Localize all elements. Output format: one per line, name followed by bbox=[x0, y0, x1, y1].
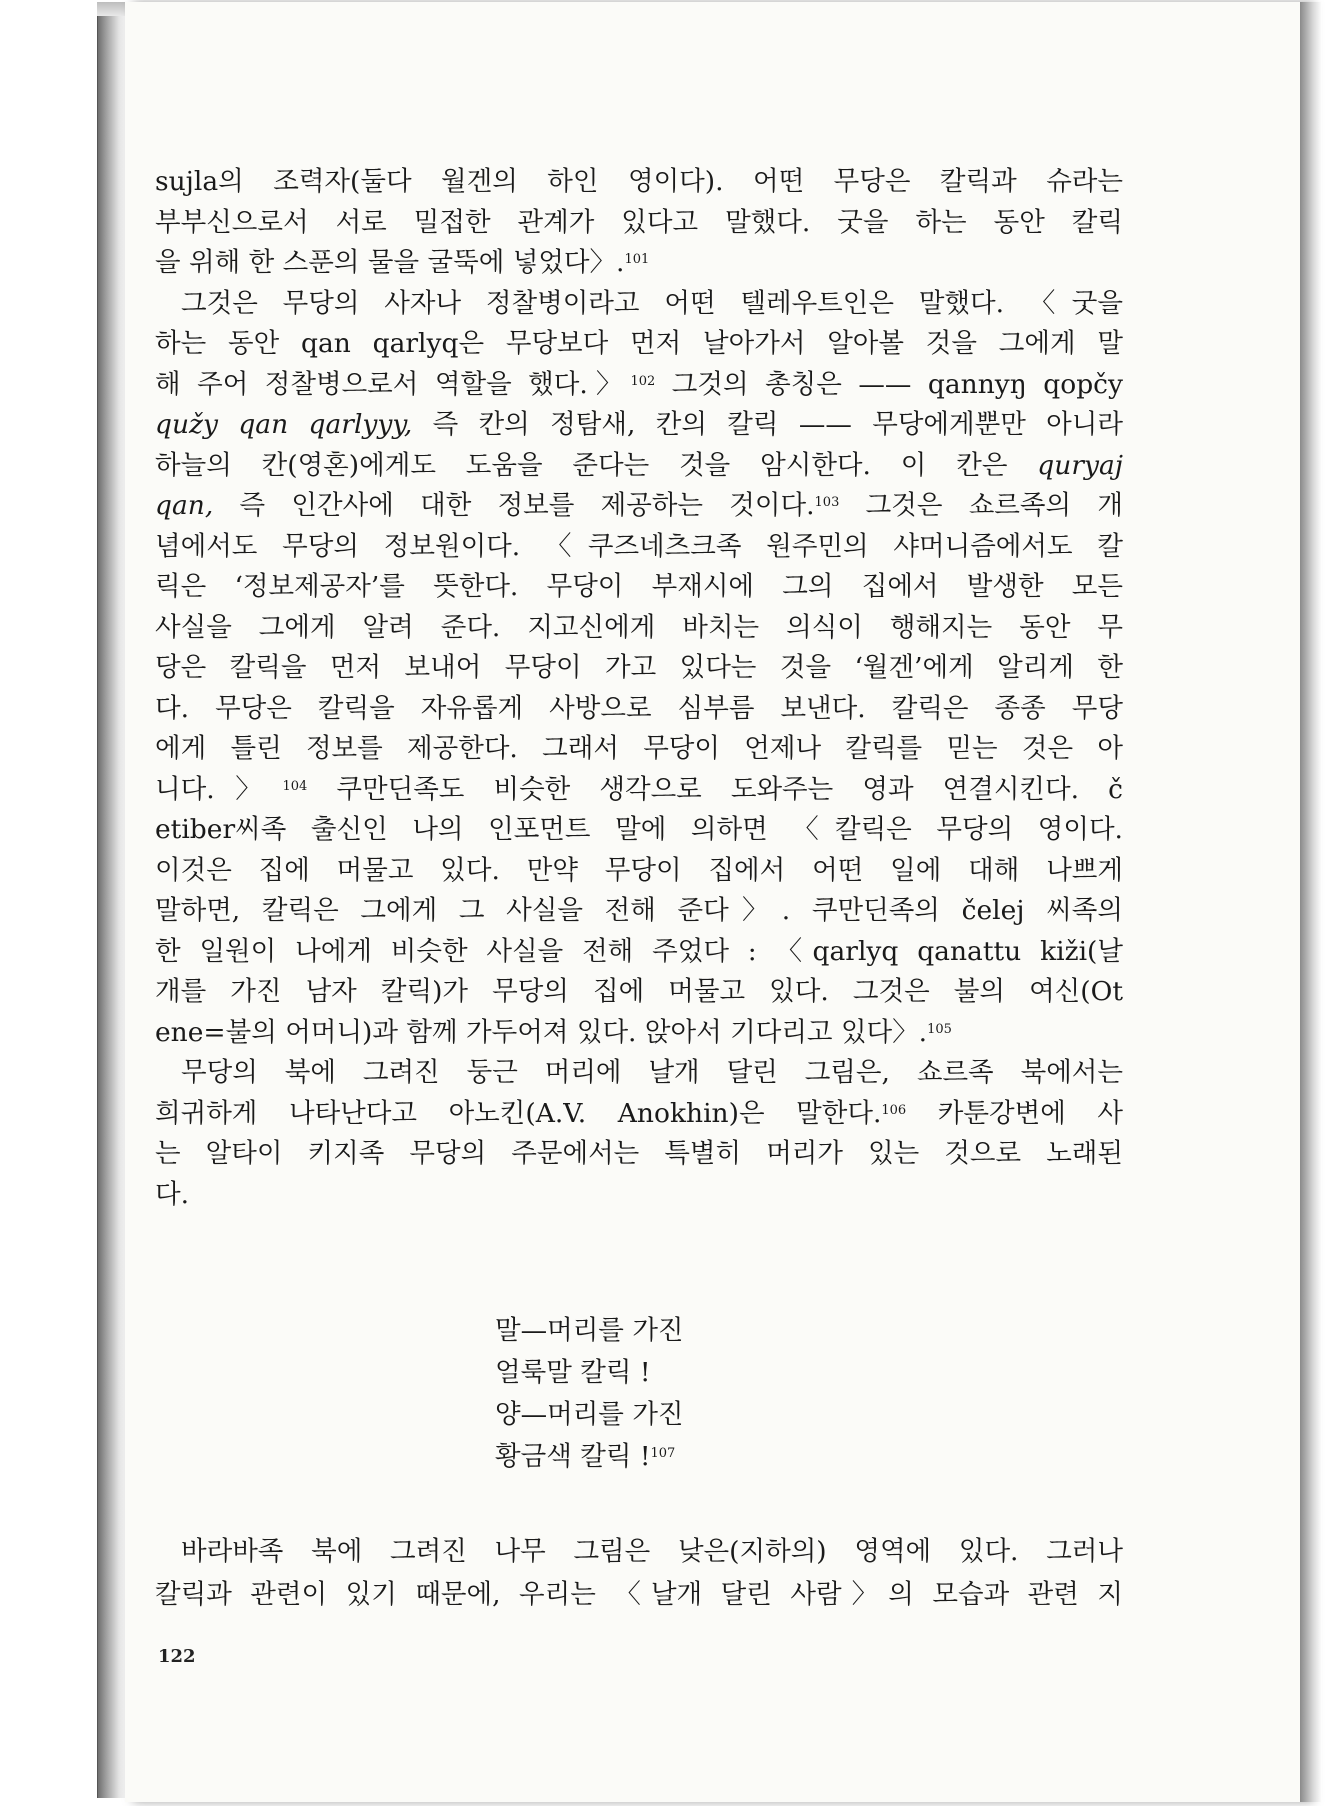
text-span: 쿠만딘족도 비슷한 생각으로 도와주는 영과 연결시킨다. č bbox=[336, 773, 1123, 805]
text-span: 을 위해 한 스푼의 물을 굴뚝에 넣었다〉. bbox=[155, 247, 625, 278]
poem-line: 얼룩말 칼릭 ! bbox=[495, 1357, 651, 1388]
text-line bbox=[155, 1094, 1123, 1135]
paragraph-3 bbox=[155, 1053, 1123, 1215]
footnote-ref: 103 bbox=[814, 495, 840, 510]
paragraph-4 bbox=[155, 1530, 1123, 1616]
footnote-ref: 107 bbox=[650, 1446, 676, 1461]
text-span: 해 주어 정찰병으로서 역할을 했다.〉 bbox=[155, 368, 631, 400]
text-line: 한 일원이 나에게 비슷한 사실을 전해 주었다 : 〈qarlyq qanattu kiži(날 bbox=[155, 935, 1123, 967]
body-text bbox=[155, 162, 1123, 1215]
text-line: 칼릭과 관련이 있기 때문에, 우리는 〈날개 달린 사람〉의 모습과 관련 지 bbox=[155, 1579, 1123, 1610]
text-line: sujla의 조력자(둘다 월겐의 하인 영이다). 어떤 무당은 칼릭과 슈라는 bbox=[155, 166, 1123, 197]
italic-term: qan, bbox=[155, 490, 214, 521]
text-line: 다. 무당은 칼릭을 자유롭게 사방으로 심부름 보낸다. 칼릭은 종종 무당 bbox=[155, 692, 1123, 724]
text-span: 즉 칸의 정탐새, 칸의 칼릭 —— 무당에게뿐만 아니라 bbox=[432, 409, 1123, 440]
text-line: 이것은 집에 머물고 있다. 만약 무당이 집에서 어떤 일에 대해 나쁘게 bbox=[155, 854, 1123, 886]
text-line: 말하면, 칼릭은 그에게 그 사실을 전해 준다〉. 쿠만딘족의 čelej 씨족의 bbox=[155, 895, 1123, 926]
text-line bbox=[155, 770, 1123, 811]
text-line bbox=[155, 405, 1123, 446]
footnote-ref: 101 bbox=[624, 252, 650, 267]
book-edge-top bbox=[97, 2, 127, 16]
text-line: 사실을 그에게 알려 준다. 지고신에게 바치는 의식이 행해지는 동안 무 bbox=[155, 611, 1123, 643]
text-line bbox=[155, 486, 1123, 527]
text-span: 희귀하게 나타난다고 아노킨(A.V. Anokhin)은 말한다. bbox=[155, 1097, 882, 1129]
paragraph-1 bbox=[155, 162, 1123, 284]
text-line bbox=[155, 1013, 1123, 1054]
italic-term: quryaj bbox=[1037, 449, 1123, 481]
text-line: 그것은 무당의 사자나 정찰병이라고 어떤 텔레우트인은 말했다. 〈굿을 bbox=[181, 287, 1123, 319]
page-number: 122 bbox=[158, 1646, 196, 1667]
text-line: 무당의 북에 그려진 둥근 머리에 날개 달린 그림은, 쇼르족 북에서는 bbox=[181, 1057, 1123, 1088]
footnote-ref: 104 bbox=[282, 778, 308, 794]
text-line: 당은 칼릭을 먼저 보내어 무당이 가고 있다는 것을 ‘월겐’에게 알리게 한 bbox=[155, 652, 1123, 683]
text-line bbox=[155, 243, 1123, 284]
text-span: 니다.〉 bbox=[155, 773, 283, 805]
text-line: 념에서도 무당의 정보원이다. 〈쿠즈네츠크족 원주민의 샤머니즘에서도 칼 bbox=[155, 530, 1123, 562]
text-line: 릭은 ‘정보제공자’를 뜻한다. 무당이 부재시에 그의 집에서 발생한 모든 bbox=[155, 571, 1123, 602]
text-line: 다. bbox=[155, 1178, 190, 1210]
text-span: 황금색 칼릭 ! bbox=[495, 1441, 651, 1472]
book-spine-edge bbox=[97, 8, 126, 1798]
paragraph-2 bbox=[155, 284, 1123, 1054]
poem-line: 말—머리를 가진 bbox=[495, 1315, 684, 1346]
footnote-ref: 102 bbox=[630, 373, 656, 389]
text-span: 그것은 쇼르족의 개 bbox=[865, 490, 1123, 521]
text-line: etiber씨족 출신인 나의 인포먼트 말에 의하면 〈칼릭은 무당의 영이다. bbox=[155, 814, 1123, 845]
text-span: ene=불의 어머니)과 함께 가두어져 있다. 앉아서 기다리고 있다〉. bbox=[155, 1016, 928, 1048]
page-shadow bbox=[1300, 2, 1322, 1802]
text-span: 그것의 총칭은 —— qannyŋ qopčy bbox=[671, 368, 1123, 400]
poem-block bbox=[495, 1310, 684, 1478]
text-line bbox=[155, 446, 1123, 487]
text-line bbox=[155, 365, 1123, 406]
footnote-ref: 106 bbox=[881, 1102, 907, 1118]
text-line: 는 알타이 키지족 무당의 주문에서는 특별히 머리가 있는 것으로 노래된 bbox=[155, 1138, 1123, 1169]
text-line: 바라바족 북에 그려진 나무 그림은 낮은(지하의) 영역에 있다. 그러나 bbox=[181, 1536, 1123, 1567]
text-line: 하는 동안 qan qarlyq은 무당보다 먼저 날아가서 알아볼 것을 그에게 말 bbox=[155, 328, 1123, 359]
poem-line bbox=[495, 1436, 684, 1478]
text-span: 즉 인간사에 대한 정보를 제공하는 것이다. bbox=[239, 490, 815, 521]
poem-line: 양—머리를 가진 bbox=[495, 1399, 684, 1430]
italic-term: qužy qan qarlyyy, bbox=[155, 409, 413, 440]
text-line: 개를 가진 남자 칼릭)가 무당의 집에 머물고 있다. 그것은 불의 여신(Ot bbox=[155, 976, 1123, 1007]
text-span: 카툰강변에 사 bbox=[937, 1097, 1123, 1129]
text-line: 에게 틀린 정보를 제공한다. 그래서 무당이 언제나 칼릭를 믿는 것은 아 bbox=[155, 733, 1123, 764]
footnote-ref: 105 bbox=[927, 1021, 952, 1037]
text-span: 하늘의 칸(영혼)에게도 도움을 준다는 것을 암시한다. 이 칸은 bbox=[155, 449, 1008, 481]
text-line: 부부신으로서 서로 밀접한 관계가 있다고 말했다. 굿을 하는 동안 칼릭 bbox=[155, 206, 1123, 238]
